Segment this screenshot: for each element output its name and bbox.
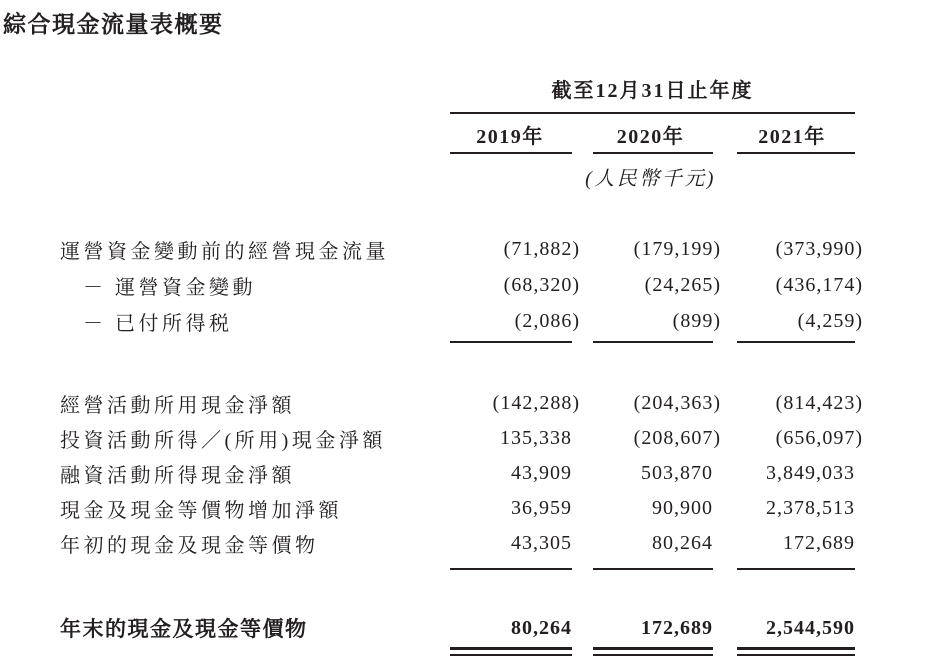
total-row <box>60 610 863 646</box>
table-row <box>60 421 863 456</box>
column-rule <box>593 341 713 343</box>
unit-note: (人民幣千元) <box>585 168 716 190</box>
cell-value: 2,378,513 <box>766 497 855 519</box>
page-title: 綜合現金流量表概要 <box>3 11 224 37</box>
col-header-2019: 2019年 <box>476 126 544 148</box>
cell-value: (373,990) <box>775 237 863 260</box>
total-row-label: 年末的現金及現金等價物 <box>60 618 308 641</box>
column-rule <box>593 568 713 570</box>
table-row <box>60 231 863 267</box>
row-label: 融資活動所得現金淨額 <box>60 465 295 487</box>
column-rule-cell <box>721 152 863 154</box>
table-row <box>60 491 863 526</box>
cell-value: (4,259) <box>797 309 863 332</box>
pre-total-rule-row <box>60 568 863 570</box>
double-rule-cell <box>580 647 721 656</box>
cell-value: (899) <box>672 309 721 332</box>
subtotal-rule-row <box>60 341 863 343</box>
cell-value: 43,909 <box>511 462 572 484</box>
cell-value: 90,900 <box>652 497 713 519</box>
table-row <box>60 267 863 303</box>
table-row <box>60 303 863 339</box>
period-header: 截至12月31日止年度 <box>551 80 754 102</box>
row-label: 年初的現金及現金等價物 <box>60 535 319 557</box>
column-rule-cell <box>440 568 580 570</box>
cell-value: 43,305 <box>511 532 572 554</box>
cell-value: 172,689 <box>783 532 855 554</box>
double-rule <box>593 647 713 656</box>
cell-value: (656,097) <box>775 427 863 449</box>
cell-value: (436,174) <box>775 273 863 296</box>
double-rule-cell <box>721 647 863 656</box>
row-label: 運營資金變動前的經營現金流量 <box>60 240 389 263</box>
double-rule <box>737 647 855 656</box>
row-label: － 運營資金變動 <box>83 276 256 299</box>
cell-value: 36,959 <box>511 497 572 519</box>
column-rule <box>593 152 713 154</box>
double-rule <box>450 647 572 656</box>
cell-value: (179,199) <box>633 237 721 260</box>
column-rule-cell <box>440 341 580 343</box>
period-header-group <box>450 81 855 114</box>
column-rule <box>737 152 855 154</box>
cell-value: (142,288) <box>492 392 580 414</box>
total-double-rule-row <box>60 647 863 656</box>
column-rule-cell <box>580 341 721 343</box>
year-underline-row <box>60 152 863 154</box>
cell-value: (71,882) <box>503 237 580 260</box>
row-label: 投資活動所得／(所用)現金淨額 <box>60 430 386 452</box>
total-value-2020: 172,689 <box>641 616 713 639</box>
cell-value: (204,363) <box>633 392 721 414</box>
column-rule <box>737 341 855 343</box>
cell-value: (24,265) <box>644 273 721 296</box>
total-value-2019: 80,264 <box>511 616 572 639</box>
table-section-net-flows <box>60 386 863 561</box>
cash-flow-summary-table <box>60 81 863 656</box>
total-value-2021: 2,544,590 <box>766 616 855 639</box>
column-rule-cell <box>580 568 721 570</box>
column-rule <box>737 568 855 570</box>
cell-value: (2,086) <box>514 309 580 332</box>
table-row <box>60 456 863 491</box>
column-rule-cell <box>721 568 863 570</box>
row-label: 現金及現金等價物增加淨額 <box>60 500 342 522</box>
unit-note-row <box>60 165 863 188</box>
cell-value: 3,849,033 <box>766 462 855 484</box>
table-row <box>60 526 863 561</box>
cell-value: (814,423) <box>775 392 863 414</box>
table-row <box>60 386 863 421</box>
column-rule-cell <box>440 152 580 154</box>
col-header-2020: 2020年 <box>616 126 685 148</box>
year-header-row <box>60 124 863 148</box>
cell-value: 80,264 <box>652 532 713 554</box>
column-rule <box>450 152 572 154</box>
table-section-operating <box>60 231 863 339</box>
period-underline <box>450 112 855 114</box>
cell-value: (68,320) <box>503 273 580 296</box>
column-rule-cell <box>580 152 721 154</box>
row-label: 經營活動所用現金淨額 <box>60 395 295 417</box>
column-rule-cell <box>721 341 863 343</box>
col-header-2021: 2021年 <box>758 126 826 148</box>
double-rule-cell <box>440 647 580 656</box>
column-rule <box>450 568 572 570</box>
row-label: － 已付所得税 <box>83 312 233 335</box>
column-rule <box>450 341 572 343</box>
cell-value: (208,607) <box>633 427 721 449</box>
cell-value: 503,870 <box>641 462 713 484</box>
cell-value: 135,338 <box>500 427 572 449</box>
